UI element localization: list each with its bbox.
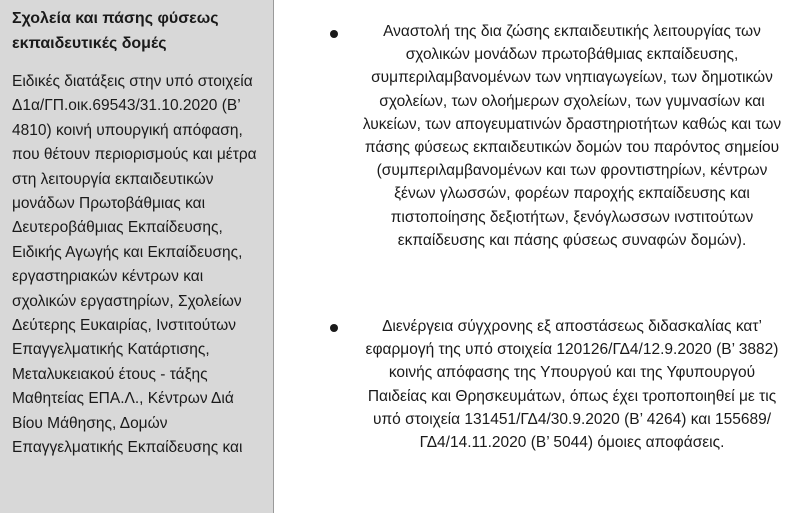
- section-title: Σχολεία και πάσης φύσεως εκπαιδευτικές δομές: [12, 10, 219, 52]
- left-column: [0, 0, 274, 513]
- list-item-text: Αναστολή της δια ζώσης εκπαιδευτικής λειτουργίας των σχολικών μονάδων πρωτοβάθμιας εκπαίδευσης, συμπεριλαμβανομένων των νηπιαγωγείων, των δημοτικών σχολείων, των ολοήμερων σχολείων, των γυμνασίων και λυκείων, των απογευματινών δραστηριοτήτων καθώς και των πάσης φύσεως εκπαιδευτικών δομών του παρόντος σημείου (συμπεριλαμβανομένων και των φροντιστηρίων, κέντρων ξένων γλωσσών, φορέων παροχής εκπαίδευσης και πιστοποίησης δεξιοτήτων, ξενόγλωσσων ινστιτούτων εκπαίδευσης και πάσης φύσεως συναφών δομών).: [362, 23, 782, 249]
- list-item-text: Διενέργεια σύγχρονης εξ αποστάσεως διδασκαλίας κατ’ εφαρμογή της υπό στοιχεία 120126/ΓΔ4/12.9.2020 (Β’ 3882) κοινής απόφασης της Υπουργού και της Υφυπουργού Παιδείας και Θρησκευμάτων, όπως έχει τροποποιηθεί με τις υπό στοιχεία 131451/ΓΔ4/30.9.2020 (Β’ 4264) και 155689/ΓΔ4/14.11.2020 (Β’ 5044) όμοιες αποφάσεις.: [365, 318, 779, 452]
- right-column: [275, 0, 800, 513]
- left-column-text: Ειδικές διατάξεις στην υπό στοιχεία Δ1α/ΓΠ.οικ.69543/31.10.2020 (Β’ 4810) κοινή υπουργική απόφαση, που θέτουν περιορισμούς και μέτρα στη λειτουργία εκπαιδευτικών μονάδων Πρωτοβάθμιας και Δευτεροβάθμιας Εκπαίδευσης, Ειδικής Αγωγής και Εκπαίδευσης, εργαστηριακών κέντρων και σχολικών εργαστηρίων, Σχολείων Δεύτερης Ευκαιρίας, Ινστιτούτων Επαγγελματικής Κατάρτισης, Μεταλυκειακού έτους - τάξης Μαθητείας ΕΠΑ.Λ., Κέντρων Διά Βίου Μάθησης, Δομών Επαγγελματικής Εκπαίδευσης και: [12, 73, 257, 457]
- bullet-icon: [330, 30, 338, 38]
- bullet-icon: [330, 324, 338, 332]
